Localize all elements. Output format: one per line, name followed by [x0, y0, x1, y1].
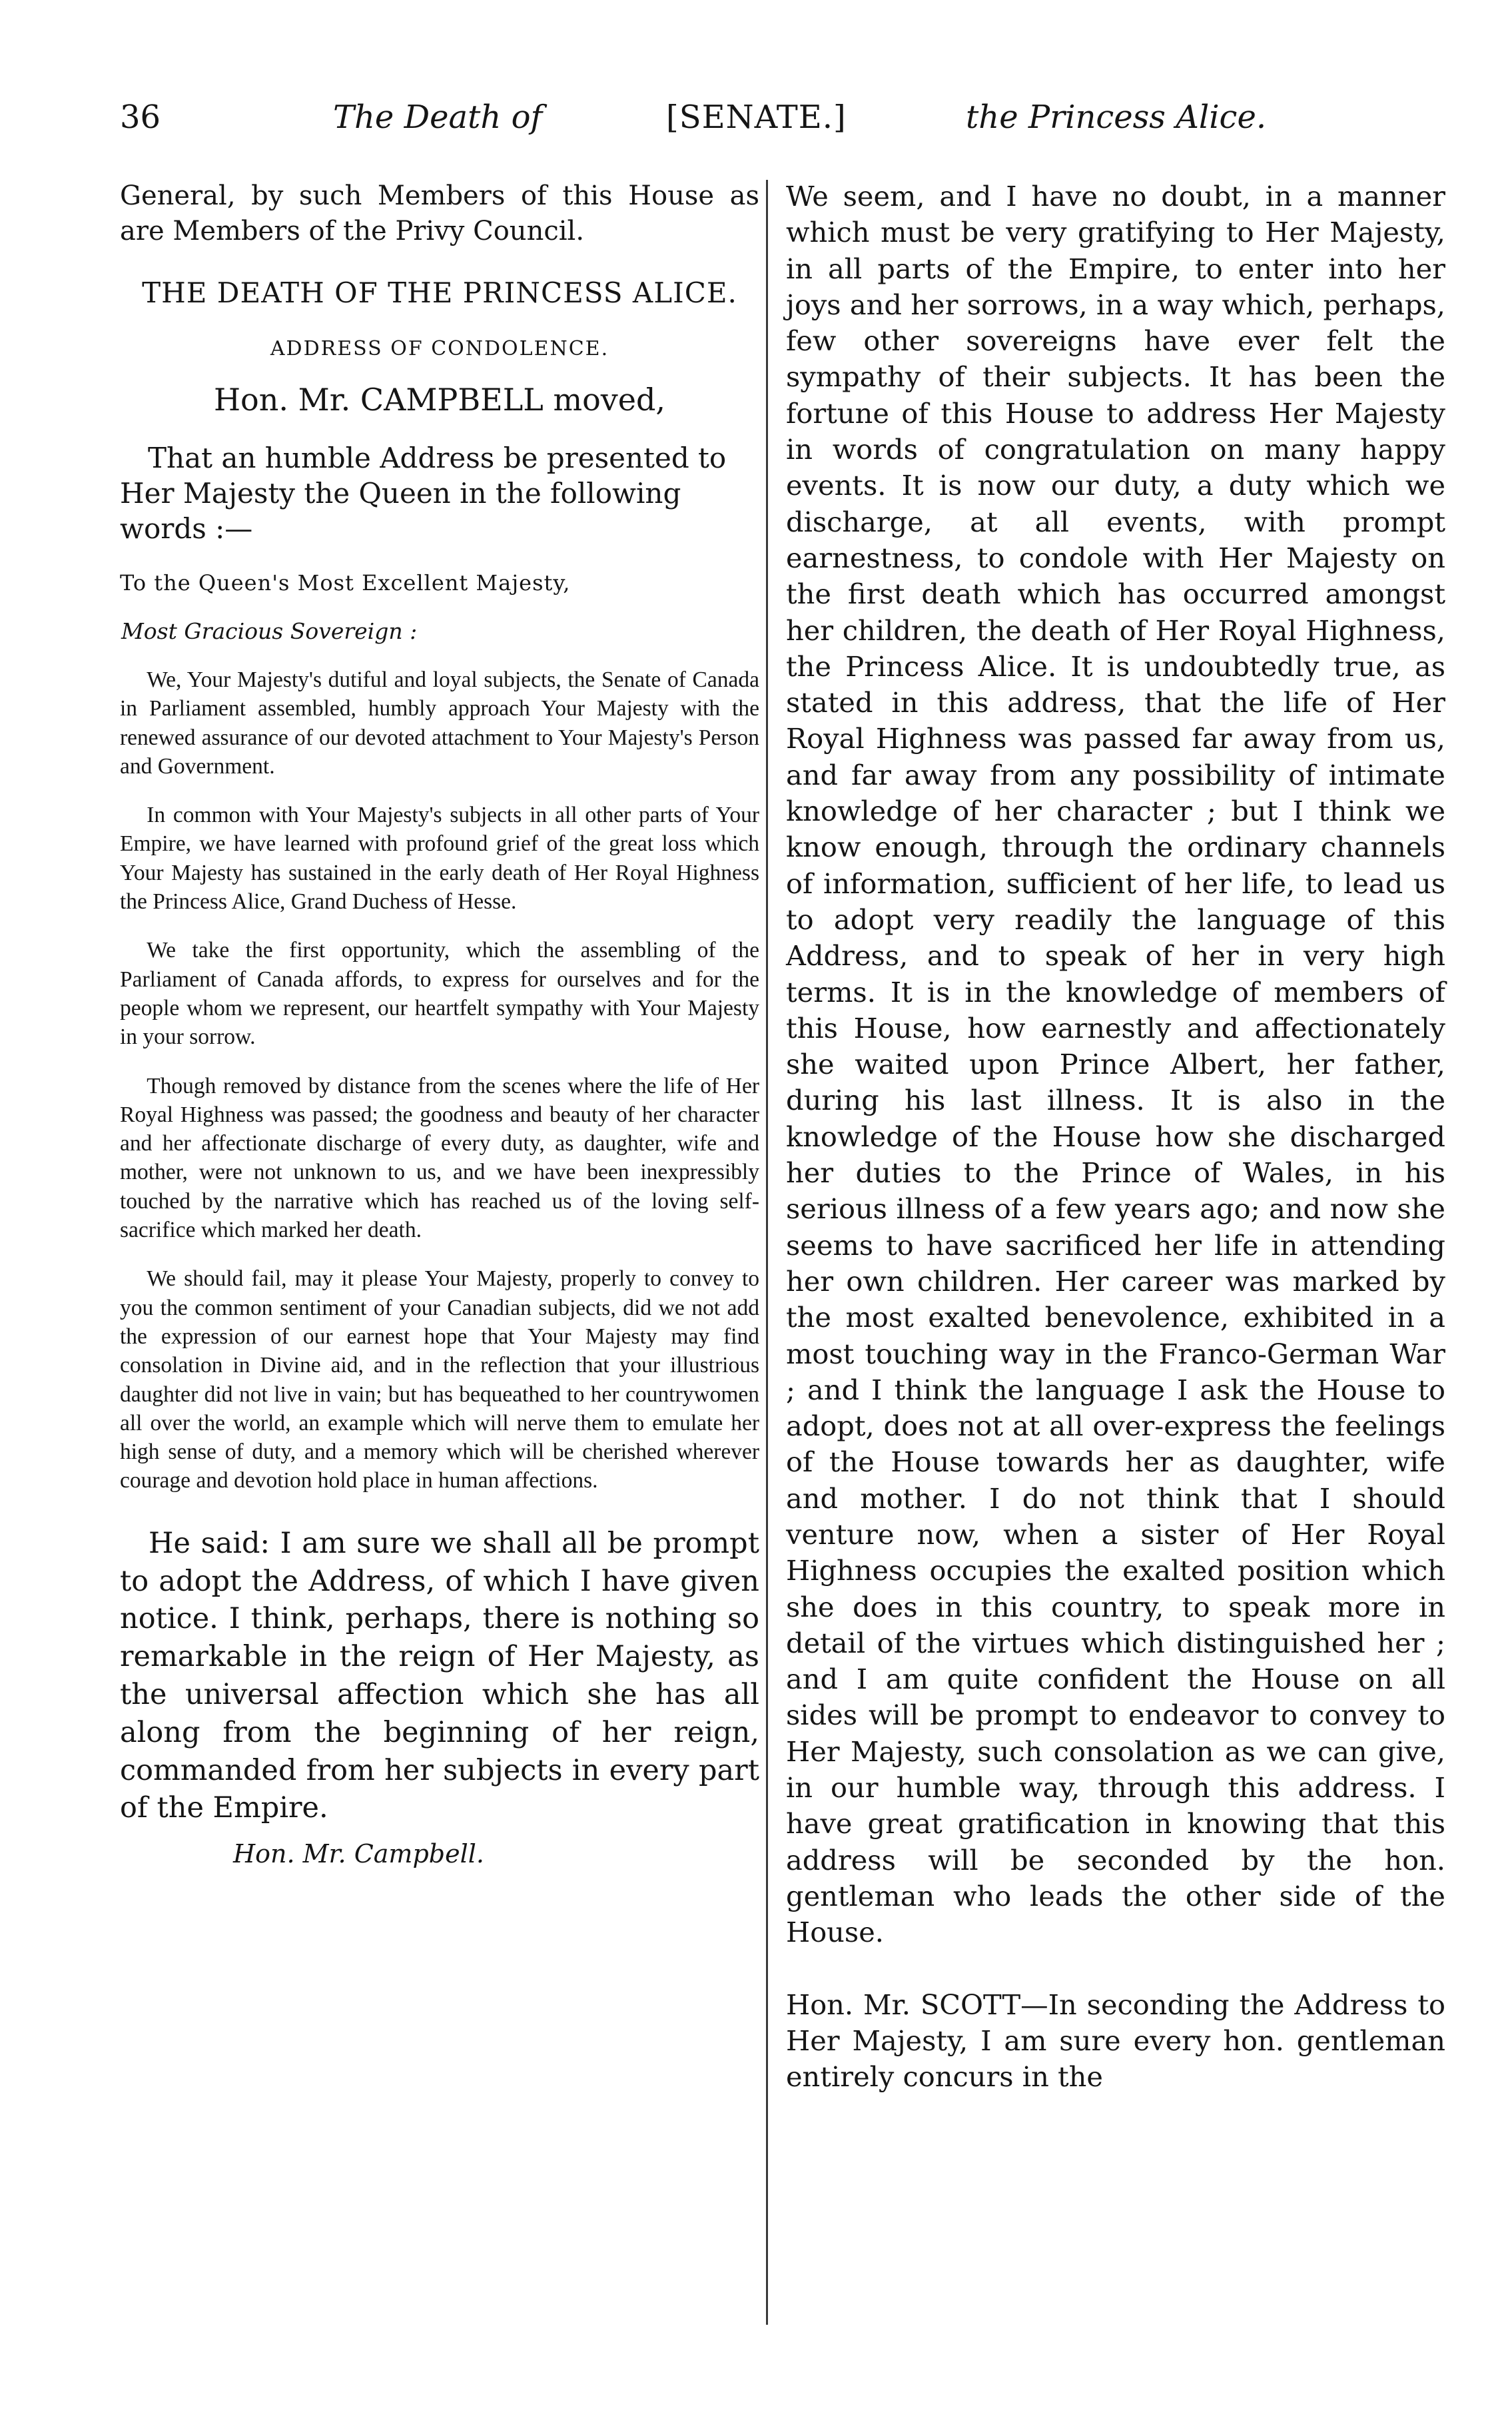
section-subtitle: ADDRESS OF CONDOLENCE.	[270, 337, 609, 360]
address-paragraph: We, Your Majesty's dutiful and loyal subjects, the Senate of Canada in Parliament assembled, humbly approach Your Majesty with the renewed assurance of our devoted attachment to Your Majesty's Person and Government.	[120, 667, 759, 779]
seconder-paragraph: Hon. Mr. SCOTT—In seconding the Address to Her Majesty, I am sure every hon. gentleman entirely concurs in the	[786, 1988, 1445, 2094]
address-paragraph: We take the first opportunity, which the assembling of the Parliament of Canada affords, to express for ourselves and for the people whom we represent, our heartfelt sympathy with Your Majesty in your sorrow.	[120, 938, 759, 1050]
address-paragraph: Though removed by distance from the scenes where the life of Her Royal Highness was passed; the goodness and beauty of her character and her affectionate discharge of every duty, as daughter, wife and mother, were not unknown to us, and we have been inexpressibly touched by the narrative which has reached us of the loving self-sacrifice which marked her death.	[120, 1073, 759, 1243]
mover-line: Hon. Mr. CAMPBELL moved,	[213, 382, 666, 418]
speech-paragraph-continued: We seem, and I have no doubt, in a manner which must be very gratifying to Her Majesty, in all parts of the Empire, to enter into her joys and her sorrows, in a way which, perhaps, few other sovereigns have ever felt the sympathy of their subjects. It has been the fortune of this House to address Her Majesty in words of congratulation on many happy events. It is now our duty, a duty which we discharge, at all events, with prompt earnestness, to condole with Her Majesty on the first death which has occurred amongst her children, the death of Her Royal Highness, the Princess Alice. It is undoubtedly true, as stated in this address, that the life of Her Royal Highness was passed far away from us, and far away from any possibility of intimate knowledge of her character ; but I think we know enough, through the ordinary channels of information, sufficient of her life, to lead us to adopt very readily the language of this Address, and to speak of her in very high terms. It is in the knowledge of members of this House, how earnestly and affectionately she waited upon Prince Albert, her father, during his last illness. It is also in the knowledge of the House how she discharged her duties to the Prince of Wales, in his serious illness of a few years ago; and now she seems to have sacrificed her life in attending her own children. Her career was marked by the most exalted benevolence, exhibited in a most touching way in the Franco-German War ; and I think the language I ask the House to adopt, does not at all over-express the feelings of the House towards her as daughter, wife and mother. I do not think that I should venture now, when a sister of Her Royal Highness occupies the exalted position which she does in this country, to speak more in detail of the virtues which distinguished her ; and I am quite confident the House on all sides will be prompt to endeavor to convey to Her Majesty, such consolation as we can give, in our humble way, through this address. I have great gratification in knowing that this address will be seconded by the hon. gentleman who leads the other side of the House.	[786, 180, 1445, 1949]
running-title-right: the Princess Alice.	[966, 99, 1267, 136]
address-salutation: To the Queen's Most Excellent Majesty,	[120, 570, 571, 596]
address-greeting: Most Gracious Sovereign :	[121, 618, 418, 644]
intro-text: General, by such Members of this House as are Members of the Privy Council.	[120, 181, 759, 246]
page-header	[100, 99, 1439, 152]
section-title: THE DEATH OF THE PRINCESS ALICE.	[142, 276, 737, 309]
running-title-center: [SENATE.]	[666, 99, 847, 136]
motion-text: That an humble Address be presented to Her Majesty the Queen in the following words :—	[120, 442, 727, 545]
running-title-left: The Death of	[333, 99, 543, 136]
right-column	[786, 179, 1445, 2095]
address-paragraph: We should fail, may it please Your Majesty, properly to convey to you the common sentiment of your Canadian subjects, did we not add the expression of our earnest hope that Your Majesty may find consolation in Divine aid, and in the reflection that your illustrious daughter did not live in vain; but has bequeathed to her countrywomen all over the world, an example which will nerve them to emulate her high sense of duty, and a memory which will be cherished wherever courage and devotion hold place in human affections.	[120, 1266, 759, 1493]
left-column	[120, 179, 759, 1868]
page-number: 36	[120, 99, 161, 136]
speech-paragraph: He said: I am sure we shall all be prompt to adopt the Address, of which I have given notice. I think, perhaps, there is nothing so remarkable in the reign of Her Majesty, as the universal affection which she has all along from the beginning of her reign, commanded from her subjects in every part of the Empire.	[120, 1526, 759, 1825]
column-divider	[766, 180, 768, 2325]
footer-catchword: Hon. Mr. Campbell.	[233, 1839, 484, 1869]
address-paragraph: In common with Your Majesty's subjects in all other parts of Your Empire, we have learned with profound grief of the great loss which Your Majesty has sustained in the early death of Her Royal Highness the Princess Alice, Grand Duchess of Hesse.	[120, 803, 759, 915]
